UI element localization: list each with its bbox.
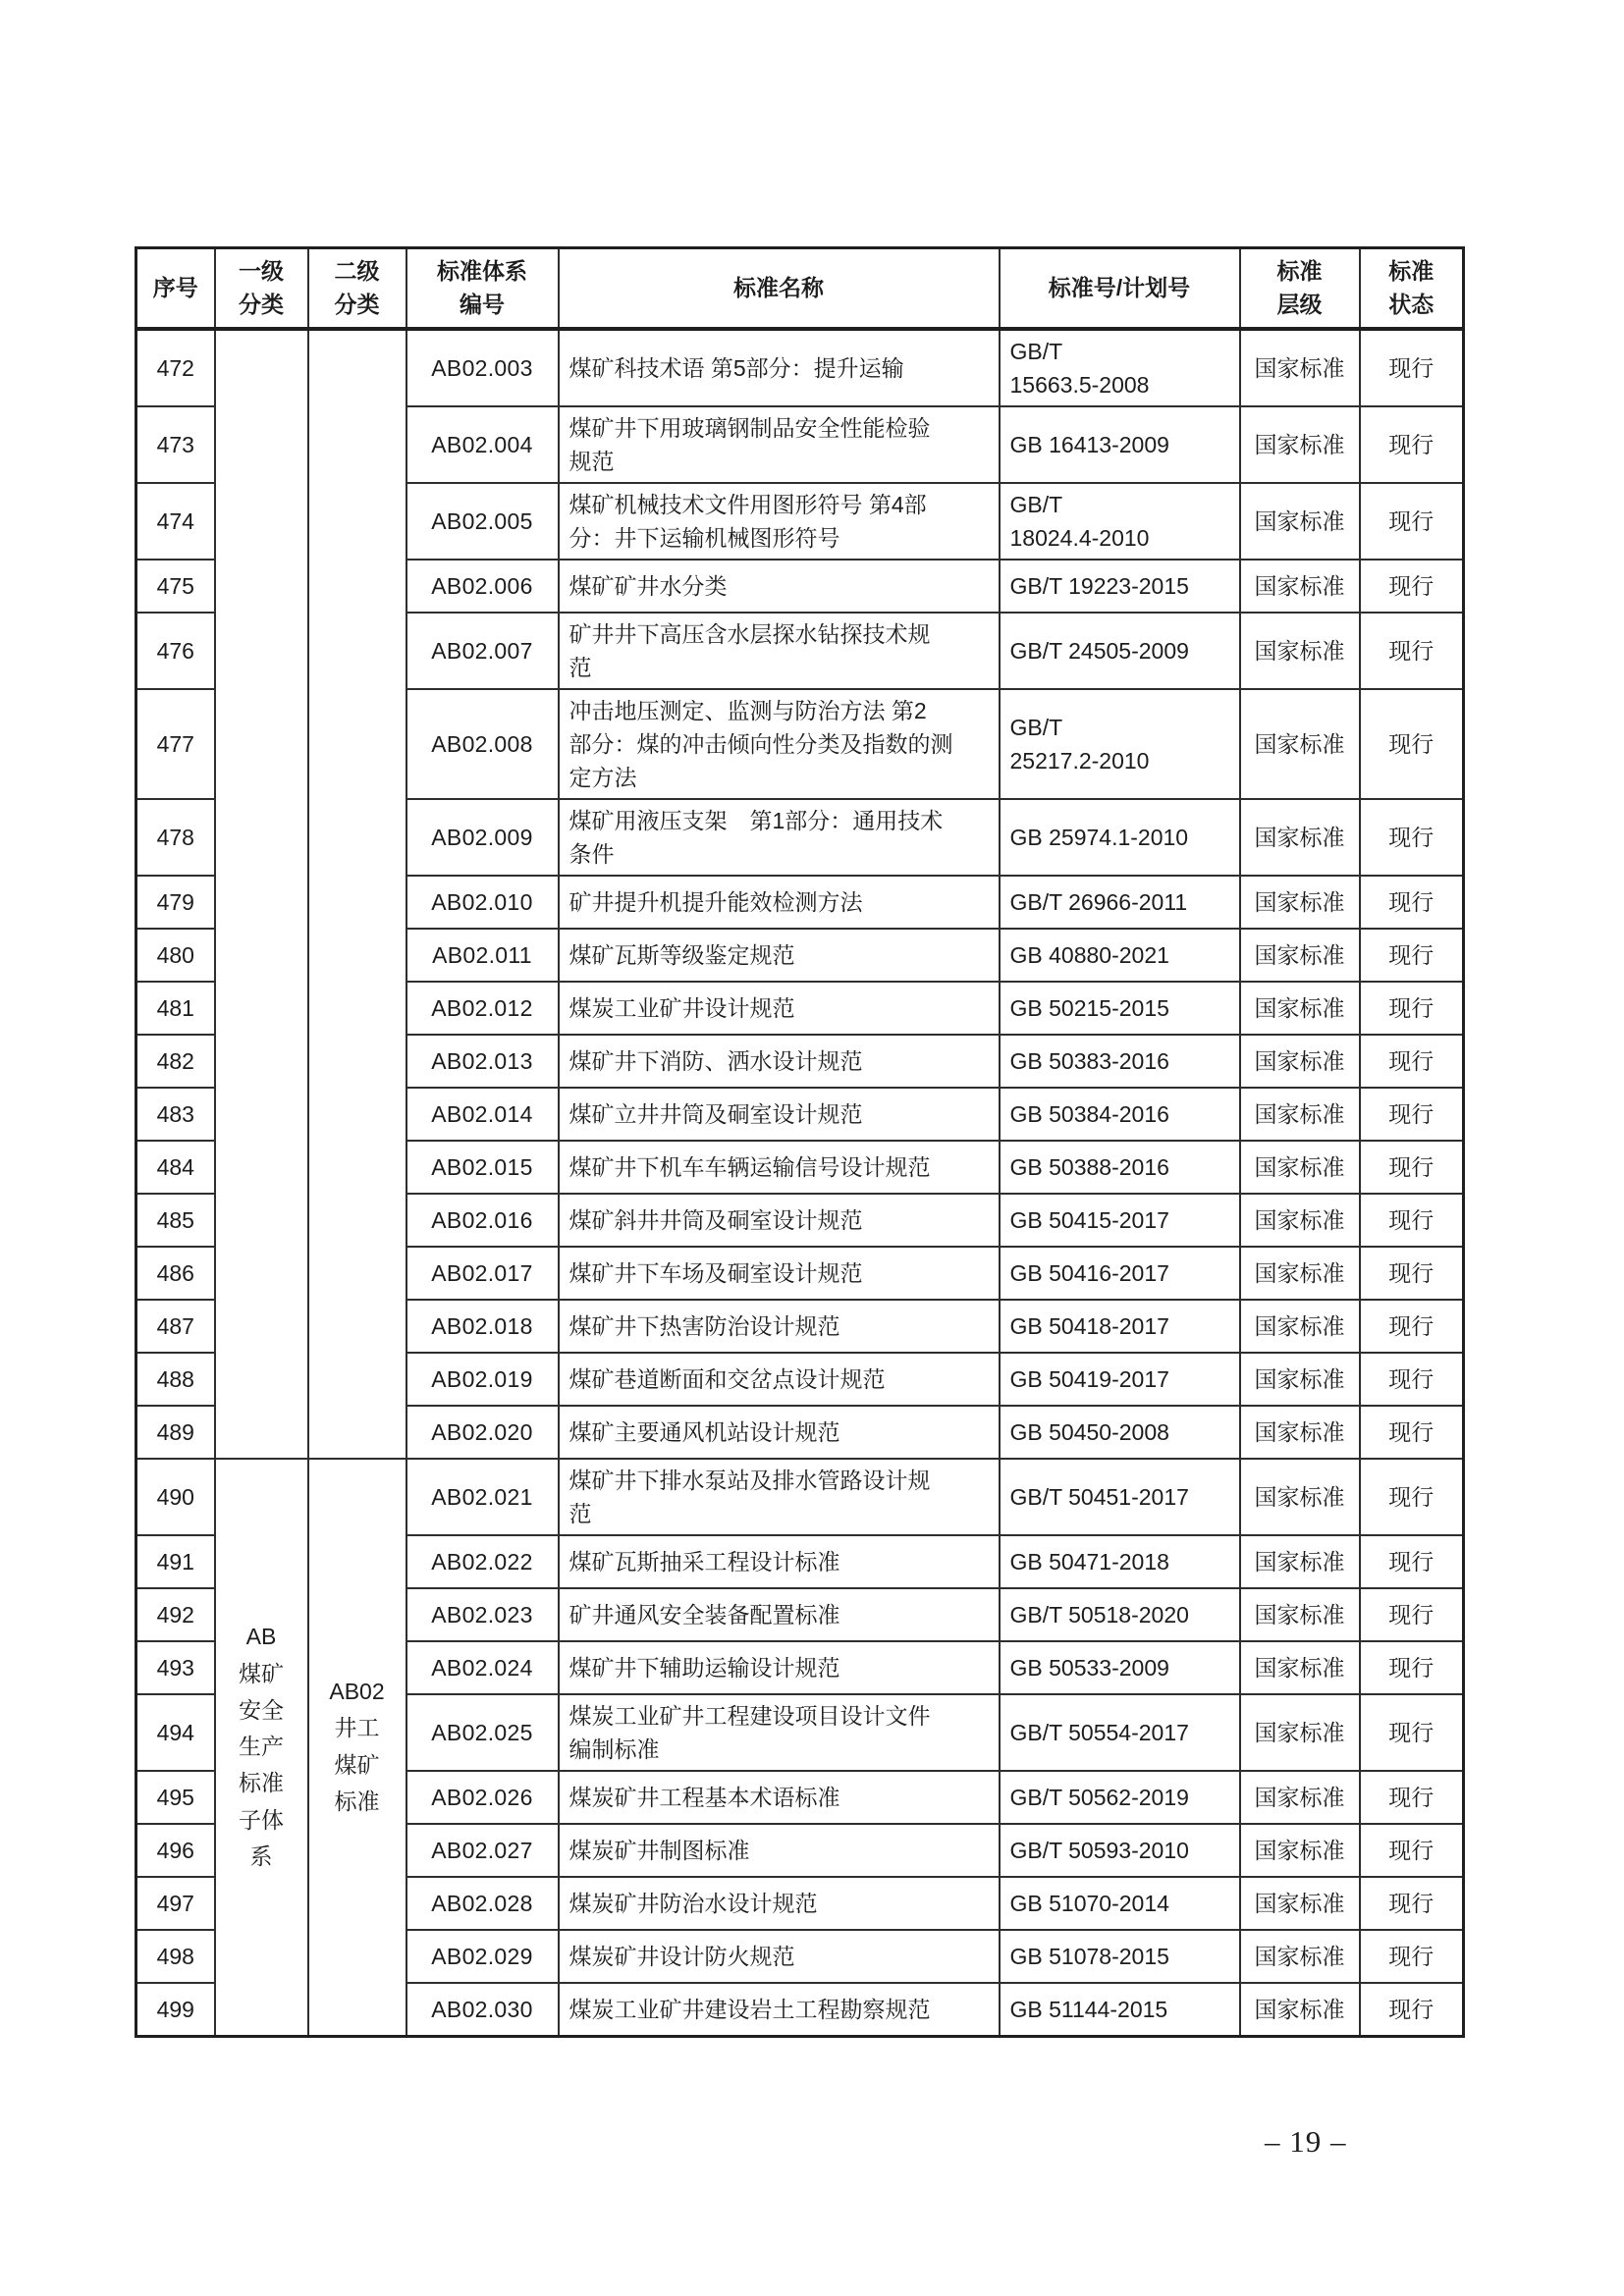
cell-level1-category: AB 煤矿 安全 生产 标准 子体 系 (215, 1459, 308, 2036)
cell-std: GB/T 50518-2020 (1000, 1588, 1240, 1641)
cell-code: AB02.024 (406, 1641, 559, 1694)
cell-code: AB02.003 (406, 329, 559, 406)
cell-code: AB02.014 (406, 1088, 559, 1141)
cell-name: 煤炭矿井设计防火规范 (559, 1930, 1000, 1983)
cell-name: 煤炭工业矿井工程建设项目设计文件 编制标准 (559, 1694, 1000, 1771)
cell-level: 国家标准 (1240, 483, 1360, 560)
header-row (136, 248, 1464, 329)
cell-name: 煤矿井下消防、洒水设计规范 (559, 1035, 1000, 1088)
cell-code: AB02.030 (406, 1983, 559, 2036)
cell-name: 煤矿井下车场及硐室设计规范 (559, 1247, 1000, 1300)
cell-seq: 487 (136, 1300, 215, 1353)
cell-status: 现行 (1360, 329, 1464, 406)
cell-level: 国家标准 (1240, 1694, 1360, 1771)
cell-std: GB/T 24505-2009 (1000, 613, 1240, 689)
cell-seq: 492 (136, 1588, 215, 1641)
cell-level: 国家标准 (1240, 876, 1360, 929)
cell-name: 煤炭矿井制图标准 (559, 1824, 1000, 1877)
column-header-code: 标准体系 编号 (406, 248, 559, 329)
page-number: – 19 – (1265, 2124, 1347, 2159)
cell-std: GB/T 26966-2011 (1000, 876, 1240, 929)
column-header-level2: 二级 分类 (308, 248, 406, 329)
standards-table (135, 246, 1465, 2038)
cell-std: GB 50418-2017 (1000, 1300, 1240, 1353)
cell-code: AB02.028 (406, 1877, 559, 1930)
cell-std: GB/T 19223-2015 (1000, 560, 1240, 613)
cell-name: 煤矿巷道断面和交岔点设计规范 (559, 1353, 1000, 1406)
cell-level: 国家标准 (1240, 1141, 1360, 1194)
cell-status: 现行 (1360, 799, 1464, 876)
cell-status: 现行 (1360, 406, 1464, 483)
cell-code: AB02.027 (406, 1824, 559, 1877)
cell-code: AB02.020 (406, 1406, 559, 1459)
cell-status: 现行 (1360, 1771, 1464, 1824)
cell-status: 现行 (1360, 613, 1464, 689)
cell-seq: 499 (136, 1983, 215, 2036)
cell-code: AB02.025 (406, 1694, 559, 1771)
cell-status: 现行 (1360, 1406, 1464, 1459)
cell-seq: 474 (136, 483, 215, 560)
cell-level: 国家标准 (1240, 799, 1360, 876)
cell-seq: 486 (136, 1247, 215, 1300)
cell-name: 矿井提升机提升能效检测方法 (559, 876, 1000, 929)
cell-status: 现行 (1360, 1088, 1464, 1141)
cell-level: 国家标准 (1240, 1353, 1360, 1406)
cell-seq: 497 (136, 1877, 215, 1930)
cell-level: 国家标准 (1240, 1771, 1360, 1824)
cell-status: 现行 (1360, 560, 1464, 613)
cell-code: AB02.016 (406, 1194, 559, 1247)
cell-seq: 489 (136, 1406, 215, 1459)
cell-status: 现行 (1360, 929, 1464, 982)
cell-name: 煤矿瓦斯等级鉴定规范 (559, 929, 1000, 982)
column-header-name: 标准名称 (559, 248, 1000, 329)
cell-std: GB 50384-2016 (1000, 1088, 1240, 1141)
cell-name: 冲击地压测定、监测与防治方法 第2 部分：煤的冲击倾向性分类及指数的测 定方法 (559, 689, 1000, 799)
cell-std: GB 51078-2015 (1000, 1930, 1240, 1983)
cell-name: 煤矿井下用玻璃钢制品安全性能检验 规范 (559, 406, 1000, 483)
cell-code: AB02.019 (406, 1353, 559, 1406)
cell-status: 现行 (1360, 1824, 1464, 1877)
cell-level: 国家标准 (1240, 1194, 1360, 1247)
cell-seq: 494 (136, 1694, 215, 1771)
cell-status: 现行 (1360, 982, 1464, 1035)
cell-seq: 480 (136, 929, 215, 982)
cell-level: 国家标准 (1240, 1824, 1360, 1877)
cell-level: 国家标准 (1240, 1300, 1360, 1353)
cell-name: 煤矿井下热害防治设计规范 (559, 1300, 1000, 1353)
cell-code: AB02.029 (406, 1930, 559, 1983)
cell-name: 煤炭矿井防治水设计规范 (559, 1877, 1000, 1930)
cell-status: 现行 (1360, 1930, 1464, 1983)
cell-code: AB02.015 (406, 1141, 559, 1194)
cell-name: 煤矿矿井水分类 (559, 560, 1000, 613)
cell-seq: 479 (136, 876, 215, 929)
table-row (136, 329, 1464, 406)
cell-code: AB02.012 (406, 982, 559, 1035)
cell-code: AB02.018 (406, 1300, 559, 1353)
cell-name: 矿井通风安全装备配置标准 (559, 1588, 1000, 1641)
cell-std: GB 40880-2021 (1000, 929, 1240, 982)
column-header-std: 标准号/计划号 (1000, 248, 1240, 329)
cell-level: 国家标准 (1240, 1983, 1360, 2036)
cell-std: GB 50416-2017 (1000, 1247, 1240, 1300)
cell-level: 国家标准 (1240, 689, 1360, 799)
cell-status: 现行 (1360, 876, 1464, 929)
cell-std: GB/T 15663.5-2008 (1000, 329, 1240, 406)
cell-level1-category-empty (215, 329, 308, 1459)
cell-std: GB/T 25217.2-2010 (1000, 689, 1240, 799)
cell-std: GB 50471-2018 (1000, 1535, 1240, 1588)
cell-name: 煤炭工业矿井设计规范 (559, 982, 1000, 1035)
cell-seq: 478 (136, 799, 215, 876)
cell-status: 现行 (1360, 1141, 1464, 1194)
column-header-seq: 序号 (136, 248, 215, 329)
cell-name: 煤炭矿井工程基本术语标准 (559, 1771, 1000, 1824)
cell-status: 现行 (1360, 1300, 1464, 1353)
cell-name: 煤矿机械技术文件用图形符号 第4部 分：井下运输机械图形符号 (559, 483, 1000, 560)
cell-code: AB02.013 (406, 1035, 559, 1088)
cell-code: AB02.005 (406, 483, 559, 560)
cell-status: 现行 (1360, 1353, 1464, 1406)
cell-name: 煤矿井下机车车辆运输信号设计规范 (559, 1141, 1000, 1194)
cell-std: GB 50419-2017 (1000, 1353, 1240, 1406)
column-header-tier: 标准 层级 (1240, 248, 1360, 329)
cell-code: AB02.006 (406, 560, 559, 613)
cell-std: GB 50415-2017 (1000, 1194, 1240, 1247)
cell-status: 现行 (1360, 1035, 1464, 1088)
cell-code: AB02.007 (406, 613, 559, 689)
cell-code: AB02.017 (406, 1247, 559, 1300)
cell-code: AB02.010 (406, 876, 559, 929)
cell-std: GB 50533-2009 (1000, 1641, 1240, 1694)
cell-level2-category: AB02 井工 煤矿 标准 (308, 1459, 406, 2036)
cell-level: 国家标准 (1240, 329, 1360, 406)
cell-name: 煤矿井下排水泵站及排水管路设计规 范 (559, 1459, 1000, 1535)
cell-level: 国家标准 (1240, 1406, 1360, 1459)
cell-code: AB02.022 (406, 1535, 559, 1588)
cell-level: 国家标准 (1240, 1588, 1360, 1641)
cell-level: 国家标准 (1240, 1641, 1360, 1694)
cell-seq: 488 (136, 1353, 215, 1406)
cell-status: 现行 (1360, 1535, 1464, 1588)
column-header-status: 标准 状态 (1360, 248, 1464, 329)
cell-std: GB 50450-2008 (1000, 1406, 1240, 1459)
cell-seq: 483 (136, 1088, 215, 1141)
cell-std: GB 16413-2009 (1000, 406, 1240, 483)
cell-level: 国家标准 (1240, 406, 1360, 483)
cell-name: 矿井井下高压含水层探水钻探技术规 范 (559, 613, 1000, 689)
cell-level: 国家标准 (1240, 982, 1360, 1035)
cell-std: GB 50383-2016 (1000, 1035, 1240, 1088)
cell-level: 国家标准 (1240, 1247, 1360, 1300)
cell-status: 现行 (1360, 689, 1464, 799)
cell-status: 现行 (1360, 1641, 1464, 1694)
cell-code: AB02.004 (406, 406, 559, 483)
cell-seq: 496 (136, 1824, 215, 1877)
cell-code: AB02.021 (406, 1459, 559, 1535)
cell-seq: 491 (136, 1535, 215, 1588)
cell-std: GB/T 50593-2010 (1000, 1824, 1240, 1877)
cell-std: GB 50215-2015 (1000, 982, 1240, 1035)
cell-level: 国家标准 (1240, 1459, 1360, 1535)
cell-name: 煤矿主要通风机站设计规范 (559, 1406, 1000, 1459)
cell-status: 现行 (1360, 1247, 1464, 1300)
cell-name: 煤矿斜井井筒及硐室设计规范 (559, 1194, 1000, 1247)
cell-seq: 482 (136, 1035, 215, 1088)
cell-level: 国家标准 (1240, 1035, 1360, 1088)
cell-name: 煤矿立井井筒及硐室设计规范 (559, 1088, 1000, 1141)
cell-level: 国家标准 (1240, 1088, 1360, 1141)
column-header-level1: 一级 分类 (215, 248, 308, 329)
cell-level: 国家标准 (1240, 613, 1360, 689)
cell-name: 煤炭工业矿井建设岩土工程勘察规范 (559, 1983, 1000, 2036)
cell-seq: 495 (136, 1771, 215, 1824)
cell-seq: 477 (136, 689, 215, 799)
cell-status: 现行 (1360, 1877, 1464, 1930)
cell-status: 现行 (1360, 1983, 1464, 2036)
cell-name: 煤矿井下辅助运输设计规范 (559, 1641, 1000, 1694)
cell-seq: 498 (136, 1930, 215, 1983)
cell-level: 国家标准 (1240, 1930, 1360, 1983)
cell-seq: 475 (136, 560, 215, 613)
cell-std: GB/T 50554-2017 (1000, 1694, 1240, 1771)
table-row (136, 1459, 1464, 1535)
cell-std: GB/T 50451-2017 (1000, 1459, 1240, 1535)
cell-level: 国家标准 (1240, 929, 1360, 982)
cell-std: GB 50388-2016 (1000, 1141, 1240, 1194)
cell-status: 现行 (1360, 483, 1464, 560)
cell-seq: 490 (136, 1459, 215, 1535)
cell-code: AB02.026 (406, 1771, 559, 1824)
cell-std: GB/T 18024.4-2010 (1000, 483, 1240, 560)
cell-seq: 481 (136, 982, 215, 1035)
cell-seq: 485 (136, 1194, 215, 1247)
cell-seq: 493 (136, 1641, 215, 1694)
cell-std: GB/T 50562-2019 (1000, 1771, 1240, 1824)
cell-code: AB02.023 (406, 1588, 559, 1641)
cell-level2-category-empty (308, 329, 406, 1459)
cell-level: 国家标准 (1240, 560, 1360, 613)
cell-status: 现行 (1360, 1694, 1464, 1771)
cell-level: 国家标准 (1240, 1535, 1360, 1588)
cell-name: 煤矿用液压支架 第1部分：通用技术 条件 (559, 799, 1000, 876)
cell-name: 煤矿瓦斯抽采工程设计标准 (559, 1535, 1000, 1588)
cell-status: 现行 (1360, 1588, 1464, 1641)
cell-std: GB 51144-2015 (1000, 1983, 1240, 2036)
cell-std: GB 51070-2014 (1000, 1877, 1240, 1930)
cell-name: 煤矿科技术语 第5部分：提升运输 (559, 329, 1000, 406)
cell-seq: 476 (136, 613, 215, 689)
cell-status: 现行 (1360, 1194, 1464, 1247)
cell-code: AB02.009 (406, 799, 559, 876)
cell-std: GB 25974.1-2010 (1000, 799, 1240, 876)
cell-seq: 484 (136, 1141, 215, 1194)
cell-code: AB02.011 (406, 929, 559, 982)
cell-seq: 472 (136, 329, 215, 406)
cell-code: AB02.008 (406, 689, 559, 799)
cell-seq: 473 (136, 406, 215, 483)
cell-status: 现行 (1360, 1459, 1464, 1535)
cell-level: 国家标准 (1240, 1877, 1360, 1930)
